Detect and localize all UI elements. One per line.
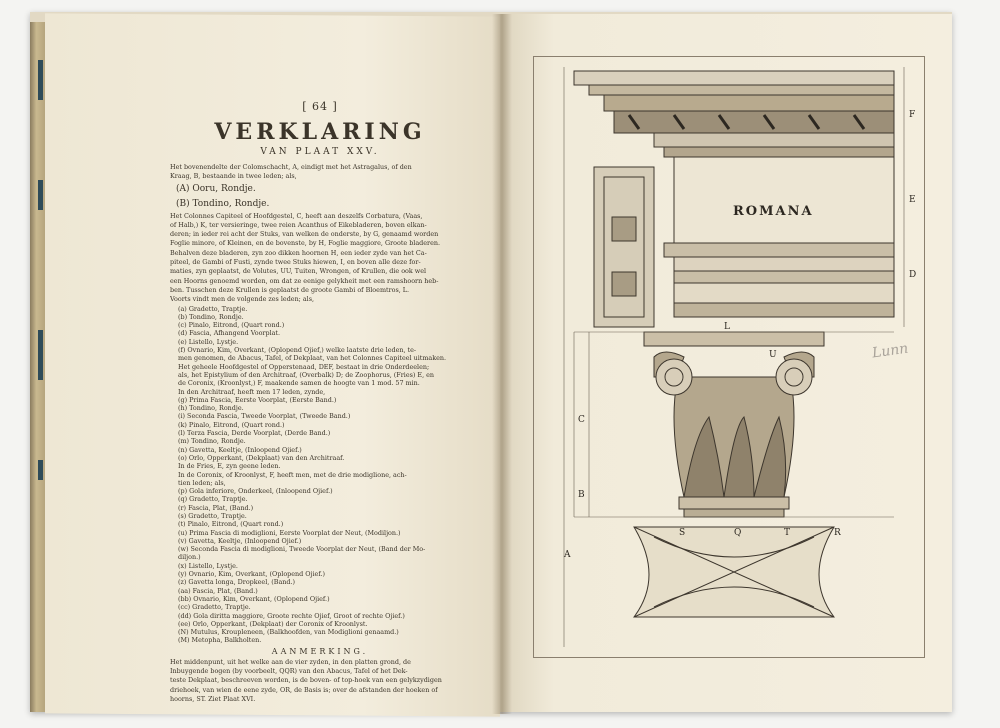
cornice-band <box>574 71 894 85</box>
list-item: (q) Gradetto, Traptje. <box>178 495 248 504</box>
architrave-band <box>674 271 894 283</box>
architrave-band <box>664 243 894 257</box>
list-item: (r) Fascia, Plat, (Band.) <box>178 503 254 512</box>
list-item: In de Fries, E, zyn geene leden. <box>178 462 281 471</box>
list-item: (bb) Ovnario, Kim, Overkant, (Oplopend Ojief.) <box>178 594 330 603</box>
abacus <box>644 332 824 346</box>
plate-letter: Q <box>734 528 742 538</box>
cornice-band <box>664 147 894 157</box>
plate-drawing <box>534 57 924 657</box>
plate-letter: L <box>724 322 730 332</box>
modillion-band <box>614 111 894 133</box>
list-item: als, het Epistylium of den Architraaf, (Overbalk) D; de Zoophorus, (Fries) E, en <box>178 370 435 379</box>
cornice-band <box>604 95 894 111</box>
list-item: (b) Tondino, Rondje. <box>178 312 244 321</box>
list-item: (z) Gavetta longa, Dropkeel, (Band.) <box>178 578 296 587</box>
note-heading: AANMERKING. <box>271 646 369 656</box>
text-line: ben. Tusschen deze Krullen is geplaatst de groote Gambi of Bloemtros, L. <box>170 285 410 294</box>
plate-letter: C <box>578 415 585 425</box>
plate-letter: A <box>564 550 571 560</box>
text-line: Het bovenendelte der Colomschacht, A, eindigt met het Astragalus, of den <box>170 163 412 171</box>
plate-title: ROMANA <box>733 204 814 219</box>
text-line: Het Colonnes Capiteel of Hoofdgestel, C, heeft aan deszelfs Corbatura, (Vaas, <box>170 211 423 220</box>
plate-letter: S <box>679 528 686 538</box>
text-line: driehoek, van wien de eene zyde, OR, de Basis is; over de afstanden der hoeken of <box>170 685 438 694</box>
list-item: (ee) Orlo, Opperkant, (Dekplaat) der Coronix of Kroonlyst. <box>178 619 368 628</box>
plate-letter: E <box>909 195 916 205</box>
big-items <box>170 182 470 212</box>
list-item: (t) Pinalo, Eitrond, (Quart rond.) <box>178 520 284 529</box>
spine-tape-mark <box>38 180 43 210</box>
note-paragraph <box>170 658 470 703</box>
pencil-annotation: Lunn <box>871 340 910 362</box>
frieze <box>674 157 894 243</box>
plate-letter: R <box>834 528 841 538</box>
list-item: In de Coronix, of Kroonlyst, F, heeft men, met de drie modiglione, ach- <box>178 470 407 479</box>
list-item: men genomen, de Abacus, Tafel, of Dekplaat, van het Colonnes Capiteel uitmaken. <box>178 354 447 363</box>
list-item: (c) Pinalo, Eitrond, (Quart rond.) <box>178 321 285 330</box>
list-item: (p) Gola inferiore, Onderkeel, (Inloopend Ojief.) <box>178 487 333 496</box>
engraving-plate <box>533 56 925 658</box>
list-item: Het geheele Hoofdgestel of Opperstenaad, DEF, bestaat in drie Onderdeelen; <box>178 362 430 371</box>
items-list-b <box>170 396 470 487</box>
list-item: (a) Gradetto, Traptje. <box>178 304 248 313</box>
list-item: diljon.) <box>178 553 201 562</box>
architrave-band <box>674 283 894 303</box>
rosette <box>612 217 636 241</box>
list-item: (g) Prima Fascia, Eerste Voorplat, (Eerste Band.) <box>178 395 337 404</box>
text-line: of Halb,) K, ter versieringe, twee reien Acanthus of Eikebladeren, boven elkan- <box>170 220 427 229</box>
list-item: (l) Terza Fascia, Derde Voorplat, (Derde Band.) <box>178 429 331 438</box>
spine-tape-mark <box>38 460 43 480</box>
list-item: (B) Tondino, Rondje. <box>176 198 270 209</box>
list-item: (cc) Gradetto, Traptje. <box>178 603 251 612</box>
list-item: (o) Orlo, Opperkant, (Dekplaat) van den Architraaf. <box>178 453 345 462</box>
plate-letter: F <box>909 110 916 120</box>
astragal <box>679 497 789 509</box>
list-item: In den Architraaf, heeft men 17 leden, zynde, <box>178 387 326 396</box>
text-line: piteel, de Gambi of Fusti, zynde twee Stuks hiewen, I, en boven alle deze for- <box>170 258 421 267</box>
intro-paragraph <box>170 163 470 181</box>
page-subtitle: VAN PLAAT XXV. <box>260 147 380 157</box>
page-title: VERKLARING <box>214 119 426 145</box>
soffit-panel <box>594 167 654 327</box>
cornice-band <box>589 85 894 95</box>
list-item: (n) Gavetta, Keeltje, (Inloopend Ojief.) <box>178 445 302 454</box>
text-line: Kraag, B, bestaande in twee leden; als, <box>170 172 297 181</box>
column-shaft <box>684 509 784 517</box>
plate-letter: T <box>784 528 791 538</box>
list-item: (M) Metopha, Balkholten. <box>178 636 262 645</box>
volute <box>776 359 812 395</box>
list-item: (k) Pinalo, Eitrond, (Quart rond.) <box>178 420 285 429</box>
text-line: teste Dekplaat, beschreeven worden, is de boven- of top-hoek van een gelykzydigen <box>170 676 442 685</box>
list-item: (w) Seconda Fascia di modiglioni, Tweede Voorplat der Neut, (Band der Mo- <box>178 545 426 554</box>
plate-letter: D <box>909 270 917 280</box>
left-page-text <box>170 100 470 704</box>
list-item: (A) Ooru, Rondje. <box>176 183 256 194</box>
page-number: [ 64 ] <box>302 100 338 113</box>
architrave-band <box>674 303 894 317</box>
text-line: Foglie minore, of Kleinen, en de bovenste, by H, Foglie maggiore, Groote bladeren. <box>170 239 441 248</box>
spine-tape-mark <box>38 60 43 100</box>
list-item: (d) Fascia, Afhangend Voorplat. <box>178 329 281 338</box>
book-gutter <box>492 14 512 714</box>
rosette <box>612 272 636 296</box>
list-item: de Coronix, (Kroonlyst,) F, maakende samen de hoogte van 1 mod. 57 min. <box>178 379 420 388</box>
plate-letter: B <box>578 490 585 500</box>
items-list-c <box>170 487 470 645</box>
text-line: Het middenpunt, uit het welke aan de vier zyden, in den platten grond, de <box>170 657 411 666</box>
list-item: (N) Mutulus, Kroupleneen, (Balkhoofden, van Modiglioni genaamd.) <box>178 628 399 637</box>
list-item: (dd) Gola diritta maggiore, Groote rechte Ojief, Groot of rechte Ojief.) <box>178 611 405 620</box>
text-line: Voorts vindt men de volgende zes leden; als, <box>170 295 315 304</box>
volute <box>656 359 692 395</box>
list-item: (aa) Fascia, Plat, (Band.) <box>178 586 258 595</box>
description-paragraph <box>170 212 470 304</box>
plate-letter: U <box>769 350 777 360</box>
spine-tape-mark <box>38 330 43 380</box>
list-item: (h) Tondino, Rondje. <box>178 404 244 413</box>
list-item: (u) Prima Fascia di modiglioni, Eerste Voorplat der Neut, (Modiljon.) <box>178 528 401 537</box>
list-item: (x) Listello, Lystje. <box>178 561 238 570</box>
list-item: (s) Gradetto, Traptje. <box>178 511 247 520</box>
text-line: Inbuygende bogen (by voorbeelt, QQR) van den Abacus, Tafel of het Dek- <box>170 667 408 676</box>
text-line: Behalven deze bladeren, zyn zoo dikken hoornen H, een ieder zyde van het Ca- <box>170 248 427 257</box>
text-line: maties, zyn geplaatst, de Volutes, UU, Tuiten, Wrongen, of Krullen, die ook wel <box>170 267 427 276</box>
cornice-band <box>654 133 894 147</box>
list-item: (f) Ovnario, Kim, Overkant, (Oplopend Ojief,) welke laatste drie leden, te- <box>178 346 417 355</box>
list-item: (i) Seconda Fascia, Tweede Voorplat, (Tweede Band.) <box>178 412 351 421</box>
list-item: (e) Listello, Lystje. <box>178 337 239 346</box>
list-item: (v) Gavetta, Keeltje, (Inloopend Ojief.) <box>178 536 302 545</box>
text-line: hoorns, ST. Ziet Plaat XVI. <box>170 694 256 703</box>
text-line: deren; in ieder rei acht der Stuks, van welken de onderste, by G, genaamd worden <box>170 230 439 239</box>
items-list-a <box>170 305 470 396</box>
architrave-band <box>674 257 894 271</box>
text-line: een Hoorns genoemd worden, om dat ze eenige gelykheit met een ramshoorn heb- <box>170 276 439 285</box>
list-item: (m) Tondino, Rondje. <box>178 437 246 446</box>
list-item: (y) Ovnario, Kim, Overkant, (Oplopend Ojief.) <box>178 570 326 579</box>
list-item: tien leden; als, <box>178 478 226 487</box>
